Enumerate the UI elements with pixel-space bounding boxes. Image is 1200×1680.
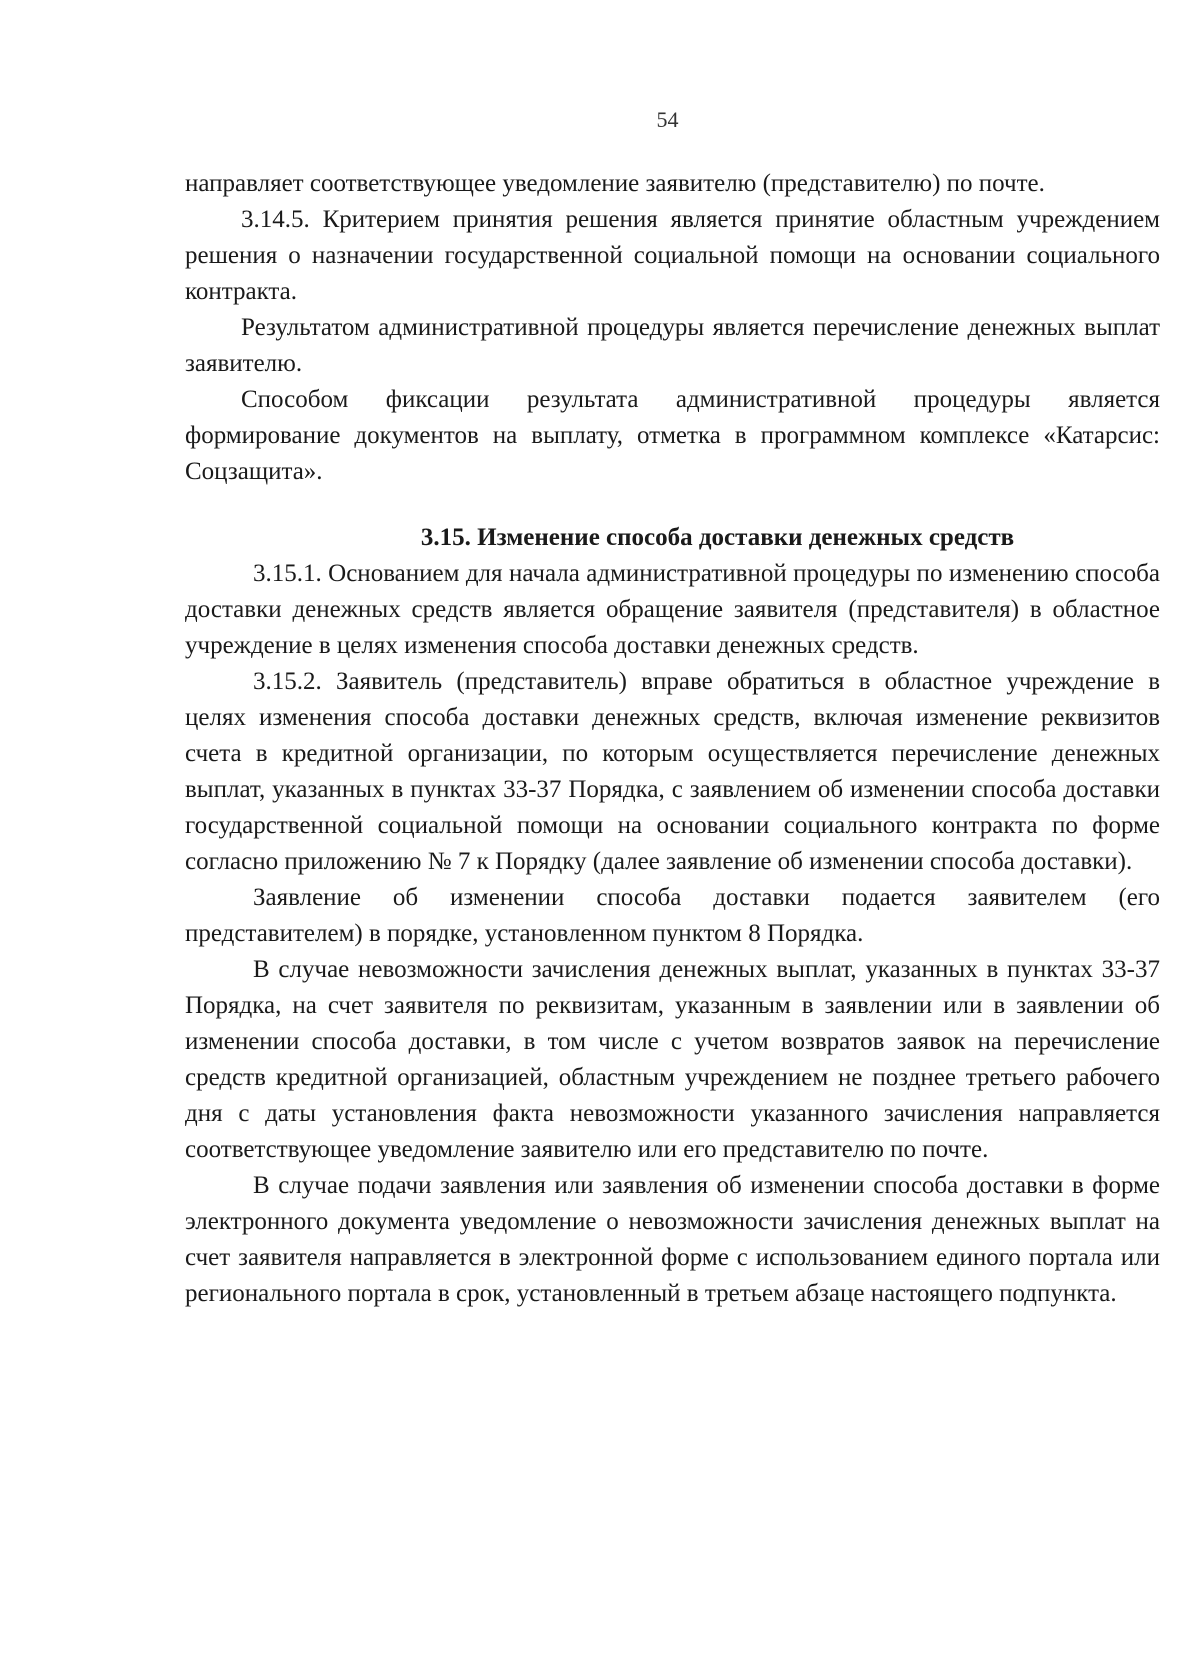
paragraph: Заявление об изменении способа доставки подается заявителем (его представителем) в порядке, установленном пунктом 8 Порядка. <box>185 884 1160 947</box>
section-heading: 3.15. Изменение способа доставки денежных средств <box>420 524 1015 551</box>
paragraph: 3.14.5. Критерием принятия решения является принятие областным учреждением решения о назначении государственной социальной помощи на основании социального контракта. <box>185 206 1160 305</box>
paragraph: 3.15.1. Основанием для начала административной процедуры по изменению способа доставки денежных средств является обращение заявителя (представителя) в областное учреждение в целях изменения способа доставки денежных средств. <box>185 560 1160 659</box>
document-body <box>185 166 1160 1312</box>
paragraph: Способом фиксации результата административной процедуры является формирование документов на выплату, отметка в программном комплексе «Катарсис: Соцзащита». <box>185 386 1160 485</box>
paragraph: 3.15.2. Заявитель (представитель) вправе обратиться в областное учреждение в целях изменения способа доставки денежных средств, включая изменение реквизитов счета в кредитной организации, по которым осуществляется перечисление денежных выплат, указанных в пунктах 33-37 Порядка, с заявлением об изменении способа доставки государственной социальной помощи на основании социального контракта по форме согласно приложению № 7 к Порядку (далее заявление об изменении способа доставки). <box>185 668 1160 875</box>
paragraph: направляет соответствующее уведомление заявителю (представителю) по почте. <box>185 170 1045 197</box>
paragraph: В случае подачи заявления или заявления об изменении способа доставки в форме электронного документа уведомление о невозможности зачисления денежных выплат на счет заявителя направляется в электронной форме с использованием единого портала или регионального портала в срок, установленный в третьем абзаце настоящего подпункта. <box>185 1172 1160 1307</box>
paragraph: В случае невозможности зачисления денежных выплат, указанных в пунктах 33-37 Порядка, на счет заявителя по реквизитам, указанным в заявлении или в заявлении об изменении способа доставки, в том числе с учетом возвратов заявок на перечисление средств кредитной организацией, областным учреждением не позднее третьего рабочего дня с даты установления факта невозможности указанного зачисления направляется соответствующее уведомление заявителю или его представителю по почте. <box>185 956 1160 1163</box>
paragraph: Результатом административной процедуры является перечисление денежных выплат заявителю. <box>185 314 1160 377</box>
page-number: 54 <box>656 107 679 132</box>
